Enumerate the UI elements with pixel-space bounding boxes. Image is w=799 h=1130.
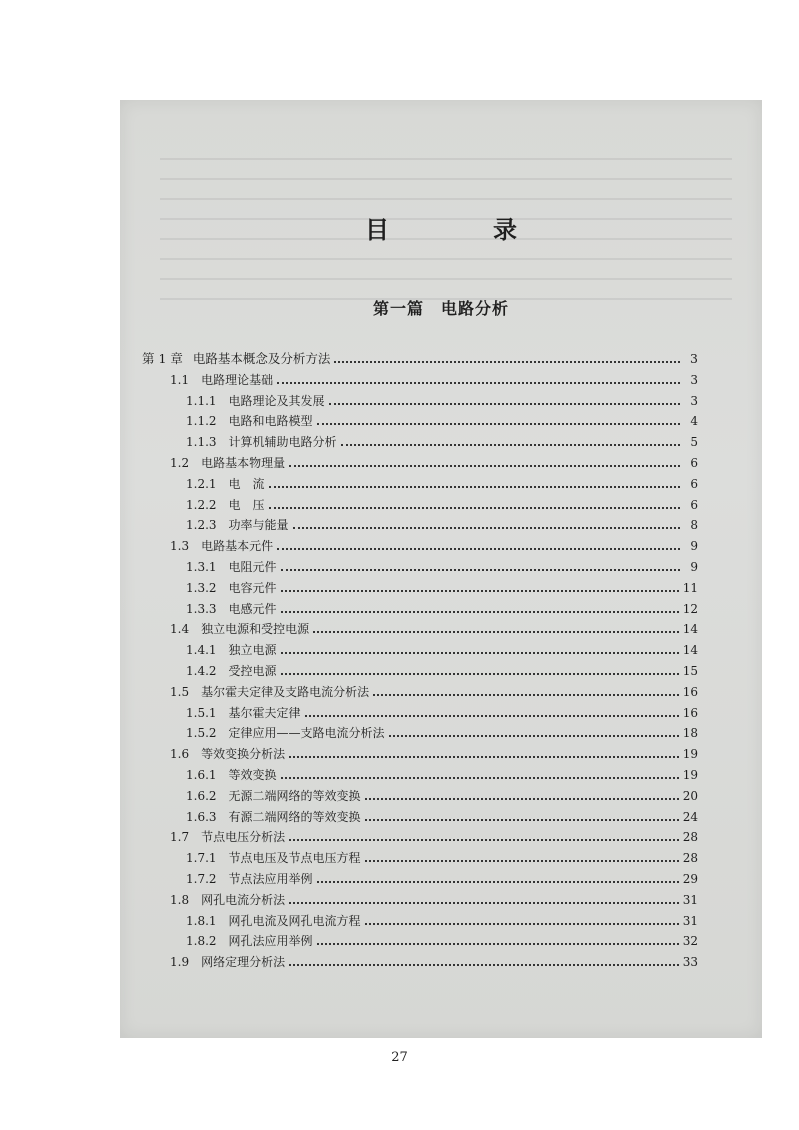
toc-subsection-entry	[186, 866, 698, 886]
entry-number: 1.2	[170, 456, 190, 470]
entry-number: 1.3.1	[186, 560, 217, 574]
entry-page: 5	[690, 435, 698, 450]
entry-title: 独立电源和受控电源	[201, 622, 310, 637]
dot-leader	[389, 735, 679, 737]
toc-section-entry	[170, 949, 698, 969]
entry-title: 网孔电流及网孔电流方程	[228, 913, 361, 928]
entry-page: 8	[690, 518, 698, 533]
toc-subsection-entry	[186, 804, 698, 824]
entry-title: 定律应用——支路电流分析法	[228, 726, 385, 741]
entry-title: 电路基本物理量	[201, 456, 286, 470]
dot-leader	[305, 715, 679, 717]
part-heading: 第一篇 电路分析	[372, 299, 509, 318]
entry-number: 1.9	[170, 955, 190, 970]
entry-page: 28	[682, 851, 698, 866]
toc-subsection-entry	[186, 492, 698, 512]
toc-subsection-entry	[186, 429, 698, 449]
entry-title: 独立电源	[228, 643, 277, 658]
dot-leader	[365, 860, 679, 862]
dot-leader	[289, 964, 679, 966]
dot-leader	[277, 382, 680, 384]
entry-page: 18	[682, 726, 698, 741]
entry-page: 31	[682, 913, 698, 928]
entry-title: 电感元件	[228, 601, 277, 616]
entry-number: 1.6.3	[186, 809, 217, 824]
toc-section-entry	[170, 450, 698, 470]
entry-page: 6	[690, 476, 698, 491]
toc-section-entry	[170, 679, 698, 699]
entry-title: 节点电压及节点电压方程	[228, 851, 361, 866]
entry-page: 32	[682, 934, 698, 949]
entry-page: 16	[682, 705, 698, 720]
entry-page: 19	[682, 768, 698, 782]
scanned-page	[120, 100, 762, 1038]
entry-page: 15	[682, 664, 698, 678]
entry-title: 电路理论基础	[201, 372, 274, 387]
entry-title: 无源二端网络的等效变换	[228, 788, 361, 803]
toc-section-entry	[170, 887, 698, 907]
entry-page: 6	[690, 456, 698, 470]
dot-leader	[365, 798, 679, 800]
entry-number: 1.7.2	[186, 872, 217, 886]
toc-subsection-entry	[186, 596, 698, 616]
entry-number: 1.1.3	[186, 435, 217, 450]
entry-page: 19	[682, 747, 698, 762]
entry-number: 1.4.1	[186, 643, 217, 658]
entry-number: 1.1.1	[186, 393, 217, 408]
toc-chapter-entry	[142, 346, 698, 366]
entry-title: 等效变换	[228, 768, 277, 782]
dot-leader	[281, 590, 679, 592]
entry-number: 1.6	[170, 747, 190, 762]
dot-leader	[334, 361, 680, 363]
entry-page: 24	[682, 809, 698, 824]
entry-title: 网孔法应用举例	[228, 934, 313, 949]
entry-title: 电路和电路模型	[228, 414, 313, 429]
entry-number: 1.2.1	[186, 476, 217, 491]
dot-leader	[281, 777, 679, 779]
entry-page: 28	[682, 830, 698, 845]
dot-leader	[313, 631, 679, 633]
toc-subsection-entry	[186, 658, 698, 678]
entry-title: 功率与能量	[228, 518, 289, 533]
toc-section-entry	[170, 533, 698, 553]
entry-title: 等效变换分析法	[201, 747, 286, 762]
entry-number: 1.2.2	[186, 497, 217, 512]
entry-number: 1.3	[170, 539, 190, 554]
entry-title: 电路理论及其发展	[228, 393, 325, 408]
entry-number: 1.5.2	[186, 726, 217, 741]
entry-number: 1.5.1	[186, 705, 217, 720]
entry-page: 14	[682, 622, 698, 637]
entry-title: 电 压	[228, 497, 265, 512]
entry-title: 基尔霍夫定律	[228, 705, 301, 720]
dot-leader	[269, 507, 680, 509]
entry-page: 3	[690, 351, 698, 366]
dot-leader	[289, 902, 679, 904]
entry-number: 1.3.2	[186, 580, 217, 595]
toc-title: 目 录	[365, 215, 557, 244]
toc-subsection-entry	[186, 908, 698, 928]
page-number: 27	[391, 1050, 408, 1065]
toc-subsection-entry	[186, 845, 698, 865]
toc-section-entry	[170, 824, 698, 844]
entry-page: 4	[690, 414, 698, 429]
dot-leader	[281, 611, 679, 613]
toc-section-entry	[170, 616, 698, 636]
entry-page: 20	[682, 788, 698, 803]
dot-leader	[289, 465, 680, 467]
entry-number: 第 1 章	[142, 351, 183, 366]
dot-leader	[289, 756, 679, 758]
dot-leader	[277, 548, 680, 550]
dot-leader	[317, 423, 680, 425]
entry-number: 1.2.3	[186, 518, 217, 533]
dot-leader	[317, 943, 679, 945]
toc-subsection-entry	[186, 720, 698, 740]
entry-title: 电 流	[228, 476, 265, 491]
entry-number: 1.3.3	[186, 601, 217, 616]
toc-section-entry	[170, 367, 698, 387]
entry-page: 31	[682, 892, 698, 907]
entry-number: 1.7	[170, 830, 190, 845]
entry-title: 节点法应用举例	[228, 872, 313, 886]
entry-number: 1.4.2	[186, 664, 217, 678]
entry-title: 电容元件	[228, 580, 277, 595]
dot-leader	[317, 881, 679, 883]
entry-number: 1.8.1	[186, 913, 217, 928]
dot-leader	[365, 819, 679, 821]
toc-section-entry	[170, 741, 698, 761]
toc-subsection-entry	[186, 554, 698, 574]
entry-number: 1.1.2	[186, 414, 217, 429]
entry-page: 9	[690, 560, 698, 574]
entry-number: 1.4	[170, 622, 190, 637]
entry-title: 节点电压分析法	[201, 830, 286, 845]
toc-subsection-entry	[186, 783, 698, 803]
dot-leader	[289, 839, 679, 841]
toc-subsection-entry	[186, 575, 698, 595]
entry-page: 3	[690, 372, 698, 387]
toc-subsection-entry	[186, 471, 698, 491]
entry-title: 计算机辅助电路分析	[228, 435, 337, 450]
entry-number: 1.8.2	[186, 934, 217, 949]
entry-page: 11	[682, 580, 698, 595]
dot-leader	[293, 527, 680, 529]
entry-title: 网孔电流分析法	[201, 892, 286, 907]
entry-number: 1.1	[170, 372, 190, 387]
entry-page: 6	[690, 497, 698, 512]
toc-subsection-entry	[186, 928, 698, 948]
entry-page: 16	[682, 684, 698, 699]
entry-number: 1.5	[170, 684, 190, 699]
entry-title: 网络定理分析法	[201, 955, 286, 970]
dot-leader	[373, 694, 679, 696]
dot-leader	[281, 652, 679, 654]
entry-page: 14	[682, 643, 698, 658]
entry-number: 1.7.1	[186, 851, 217, 866]
entry-title: 受控电源	[228, 664, 277, 678]
entry-number: 1.6.1	[186, 768, 217, 782]
toc-subsection-entry	[186, 700, 698, 720]
entry-number: 1.6.2	[186, 788, 217, 803]
entry-title: 有源二端网络的等效变换	[228, 809, 361, 824]
toc-subsection-entry	[186, 637, 698, 657]
dot-leader	[329, 403, 680, 405]
dot-leader	[281, 569, 680, 571]
entry-title: 电阻元件	[228, 560, 277, 574]
entry-page: 33	[682, 955, 698, 970]
dot-leader	[281, 673, 679, 675]
entry-title: 电路基本概念及分析方法	[192, 351, 331, 366]
entry-title: 电路基本元件	[201, 539, 274, 554]
entry-title: 基尔霍夫定律及支路电流分析法	[201, 684, 370, 699]
dot-leader	[269, 486, 680, 488]
entry-page: 12	[682, 601, 698, 616]
entry-page: 3	[690, 393, 698, 408]
dot-leader	[365, 923, 679, 925]
entry-page: 9	[690, 539, 698, 554]
toc-subsection-entry	[186, 408, 698, 428]
toc-subsection-entry	[186, 762, 698, 782]
toc-subsection-entry	[186, 512, 698, 532]
dot-leader	[341, 444, 680, 446]
toc-subsection-entry	[186, 388, 698, 408]
entry-number: 1.8	[170, 892, 190, 907]
entry-page: 29	[682, 872, 698, 886]
